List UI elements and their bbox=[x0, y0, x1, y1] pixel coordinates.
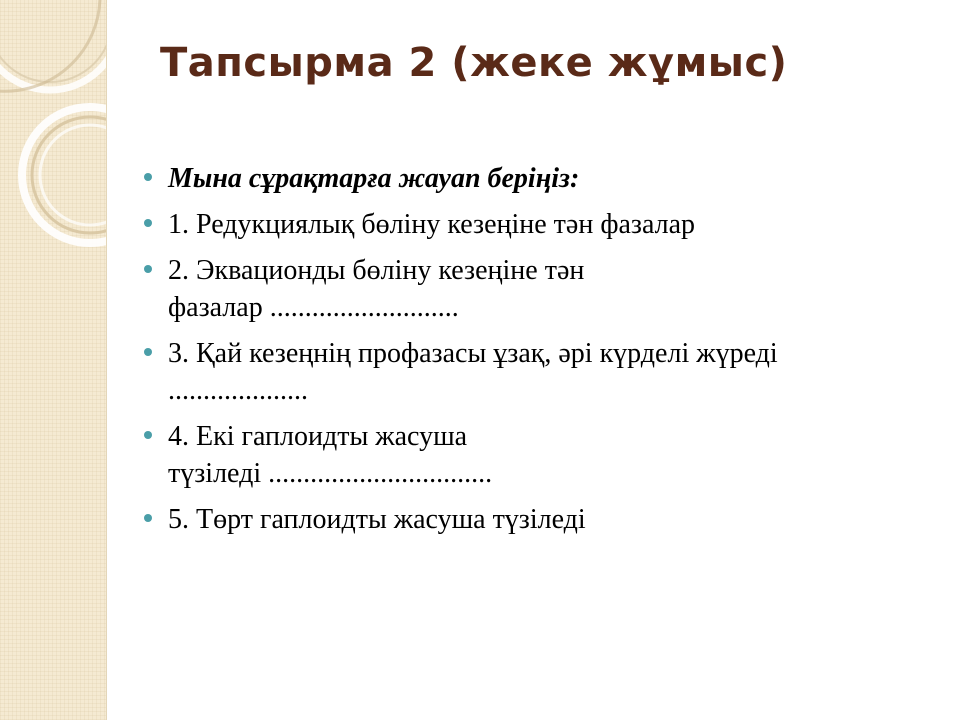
list-item bbox=[140, 335, 940, 409]
bullet-icon bbox=[144, 173, 152, 181]
bullet-icon bbox=[144, 514, 152, 522]
list-item bbox=[140, 160, 940, 197]
question-list bbox=[140, 160, 940, 547]
decorative-sidebar bbox=[0, 0, 107, 720]
bullet-icon bbox=[144, 265, 152, 273]
bullet-icon bbox=[144, 431, 152, 439]
list-item bbox=[140, 206, 940, 243]
decorative-circles bbox=[0, 0, 106, 720]
bullet-icon bbox=[144, 219, 152, 227]
item-text: 4. Екі гаплоидты жасуша bbox=[168, 421, 468, 452]
item-text-continuation: фазалар ........................... bbox=[168, 292, 459, 323]
list-item bbox=[140, 501, 940, 538]
item-text: 1. Редукциялық бөліну кезеңіне тән фазалар bbox=[168, 209, 696, 240]
item-text: 5. Төрт гаплоидты жасуша түзіледі bbox=[168, 504, 586, 535]
list-item bbox=[140, 252, 940, 326]
item-text-continuation: .................... bbox=[168, 375, 308, 406]
item-text: Мына сұрақтарға жауап беріңіз: bbox=[168, 163, 580, 194]
item-text-continuation: түзіледі ................................ bbox=[168, 458, 493, 489]
list-item bbox=[140, 418, 940, 492]
item-text: 2. Эквационды бөліну кезеңіне тән bbox=[168, 255, 585, 286]
bullet-icon bbox=[144, 348, 152, 356]
item-text: 3. Қай кезеңнің профазасы ұзақ, әрі күрделі жүреді bbox=[168, 338, 778, 369]
slide-title: Тапсырма 2 (жеке жұмыс) bbox=[160, 40, 788, 86]
